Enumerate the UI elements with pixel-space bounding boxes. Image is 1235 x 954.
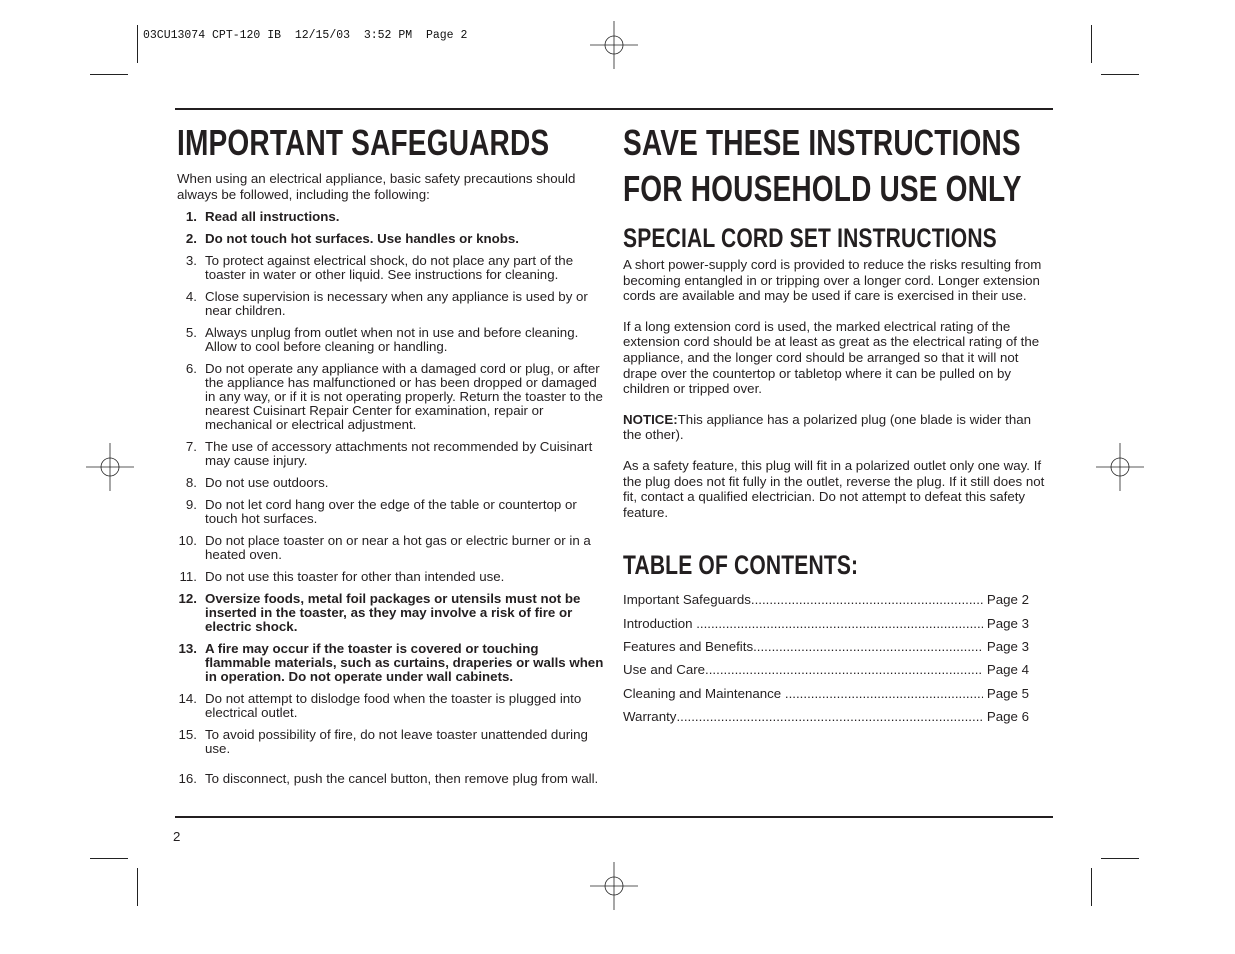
toc-page: Page 5 — [986, 685, 1029, 701]
bottom-rule — [175, 816, 1053, 818]
crop-mark — [137, 868, 138, 906]
list-item — [177, 440, 607, 468]
toc-leader-dots — [751, 592, 983, 607]
list-item-text: The use of accessory attachments not recommended by Cuisinart may cause injury. — [205, 439, 593, 469]
list-item — [177, 642, 607, 684]
list-item-text: Oversize foods, metal foil packages or utensils must not be inserted in the toaster, as they may involve a risk of fire or electric shock. — [205, 591, 581, 635]
list-item — [177, 534, 607, 562]
list-item-number: 8. — [185, 475, 197, 491]
list-item — [177, 498, 607, 526]
toc-page: Page 3 — [986, 615, 1029, 631]
cord-paragraph: If a long extension cord is used, the marked electrical rating of the extension cord should be at least as great as the electrical rating of the appliance, and the longer cord should be arranged so that it will not drape over the countertop or tabletop where it can be pulled on by children or tripped over. — [623, 318, 1040, 397]
notice-text: This appliance has a polarized plug (one blade is wider than the other). — [623, 411, 1032, 443]
list-item-number: 13. — [178, 641, 197, 657]
list-item-text: Always unplug from outlet when not in use and before cleaning. Allow to cool before cleaning or handling. — [205, 325, 579, 355]
cord-paragraph: As a safety feature, this plug will fit in a polarized outlet only one way. If the plug does not fit fully in the outlet, reverse the plug. If it still does not fit, contact a qualified electrician. Do not attempt to defeat this safety feature. — [623, 457, 1045, 520]
toc-entry — [623, 616, 1029, 631]
list-item-text: Do not operate any appliance with a damaged cord or plug, or after the appliance has malfunctioned or has been dropped or damaged in any way, or if it is not operating properly. Return the toaster to the nearest Cuisinart Repair Center for examination, repair or mechanical or electrical adjustment. — [205, 361, 603, 433]
list-item-text: To protect against electrical shock, do not place any part of the toaster in water or other liquid. See instructions for cleaning. — [205, 253, 574, 283]
list-item-number: 12. — [178, 591, 197, 607]
toc-label: Warranty — [623, 709, 677, 725]
list-item-text: Do not use this toaster for other than intended use. — [205, 569, 505, 585]
crop-mark — [1101, 858, 1139, 859]
print-slug: 03CU13074 CPT-120 IB 12/15/03 3:52 PM Page 2 — [143, 29, 468, 42]
top-rule — [175, 108, 1053, 110]
cord-set-heading: SPECIAL CORD SET INSTRUCTIONS — [623, 223, 997, 253]
table-of-contents — [623, 592, 1053, 724]
toc-label: Use and Care — [623, 662, 706, 678]
list-item — [177, 232, 607, 246]
list-item-text: Close supervision is necessary when any appliance is used by or near children. — [205, 289, 588, 319]
registration-mark-icon — [1096, 443, 1144, 491]
list-item-number: 4. — [185, 289, 197, 305]
list-item — [177, 692, 607, 720]
toc-page: Page 6 — [986, 709, 1029, 725]
list-item — [177, 592, 607, 634]
list-item-text: To avoid possibility of fire, do not leave toaster unattended during use. — [205, 727, 588, 757]
toc-label: Features and Benefits — [623, 639, 754, 655]
list-item-text: To disconnect, push the cancel button, then remove plug from wall. — [205, 771, 599, 787]
list-item-number: 7. — [185, 439, 197, 455]
toc-entry — [623, 686, 1029, 701]
list-item-number: 14. — [178, 691, 197, 707]
list-item — [177, 362, 607, 432]
safeguards-title: IMPORTANT SAFEGUARDS — [177, 122, 550, 163]
toc-heading: TABLE OF CONTENTS: — [623, 550, 859, 581]
safeguards-list — [177, 210, 607, 786]
page-number: 2 — [173, 829, 181, 844]
list-item — [177, 476, 607, 490]
registration-mark-icon — [590, 862, 638, 910]
list-item — [177, 728, 607, 756]
list-item-number: 5. — [185, 325, 197, 341]
safeguards-column — [177, 120, 607, 794]
toc-leader-dots — [676, 709, 982, 724]
list-item-number: 16. — [178, 771, 197, 787]
list-item-number: 6. — [185, 361, 197, 377]
toc-entry — [623, 662, 1029, 677]
toc-label: Introduction — [623, 615, 697, 631]
toc-entry — [623, 639, 1029, 654]
list-item — [177, 772, 607, 786]
list-item — [177, 290, 607, 318]
list-item-number: 9. — [185, 497, 197, 513]
list-item-number: 2. — [185, 231, 197, 247]
toc-entry — [623, 592, 1029, 607]
registration-mark-icon — [86, 443, 134, 491]
list-item-number: 15. — [178, 727, 197, 743]
list-item-text: Do not use outdoors. — [205, 475, 329, 491]
list-item-text: A fire may occur if the toaster is covered or touching flammable materials, such as curtains, draperies or walls when in operation. Do not operate under wall cabinets. — [205, 641, 604, 685]
crop-mark — [1091, 868, 1092, 906]
toc-entry — [623, 709, 1029, 724]
toc-page: Page 2 — [986, 592, 1029, 608]
instructions-column — [623, 120, 1053, 733]
list-item-number: 10. — [178, 533, 197, 549]
toc-leader-dots — [753, 639, 983, 654]
list-item — [177, 326, 607, 354]
registration-mark-icon — [590, 21, 638, 69]
list-item-number: 1. — [185, 209, 197, 225]
toc-page: Page 3 — [986, 639, 1029, 655]
list-item-text: Do not place toaster on or near a hot gas or electric burner or in a heated oven. — [205, 533, 591, 563]
toc-label: Important Safeguards — [623, 592, 751, 608]
notice-label: NOTICE: — [623, 411, 678, 427]
toc-leader-dots — [696, 616, 983, 631]
list-item-number: 3. — [185, 253, 197, 269]
list-item — [177, 210, 607, 224]
crop-mark — [90, 74, 128, 75]
toc-label: Cleaning and Maintenance — [623, 685, 785, 701]
save-instructions-title: SAVE THESE INSTRUCTIONS — [623, 122, 1021, 163]
crop-mark — [137, 25, 138, 63]
safeguards-intro: When using an electrical appliance, basic safety precautions should always be followed, including the following: — [177, 171, 576, 202]
crop-mark — [1101, 74, 1139, 75]
list-item-text: Read all instructions. — [205, 209, 340, 225]
toc-leader-dots — [705, 662, 983, 677]
notice-paragraph — [623, 412, 1053, 443]
list-item-number: 11. — [179, 569, 197, 585]
toc-leader-dots — [785, 686, 983, 701]
list-item-text: Do not let cord hang over the edge of the table or countertop or touch hot surfaces. — [205, 497, 577, 527]
cord-paragraph: A short power-supply cord is provided to reduce the risks resulting from becoming entangled in or tripping over a longer cord. Longer extension cords are available and may be used if care is exercised in their use. — [623, 257, 1042, 304]
crop-mark — [90, 858, 128, 859]
list-item-text: Do not attempt to dislodge food when the toaster is plugged into electrical outlet. — [205, 691, 582, 721]
household-use-title: FOR HOUSEHOLD USE ONLY — [623, 168, 1022, 209]
list-item — [177, 570, 607, 584]
list-item — [177, 254, 607, 282]
crop-mark — [1091, 25, 1092, 63]
list-item-text: Do not touch hot surfaces. Use handles or knobs. — [205, 231, 519, 247]
toc-page: Page 4 — [986, 662, 1029, 678]
